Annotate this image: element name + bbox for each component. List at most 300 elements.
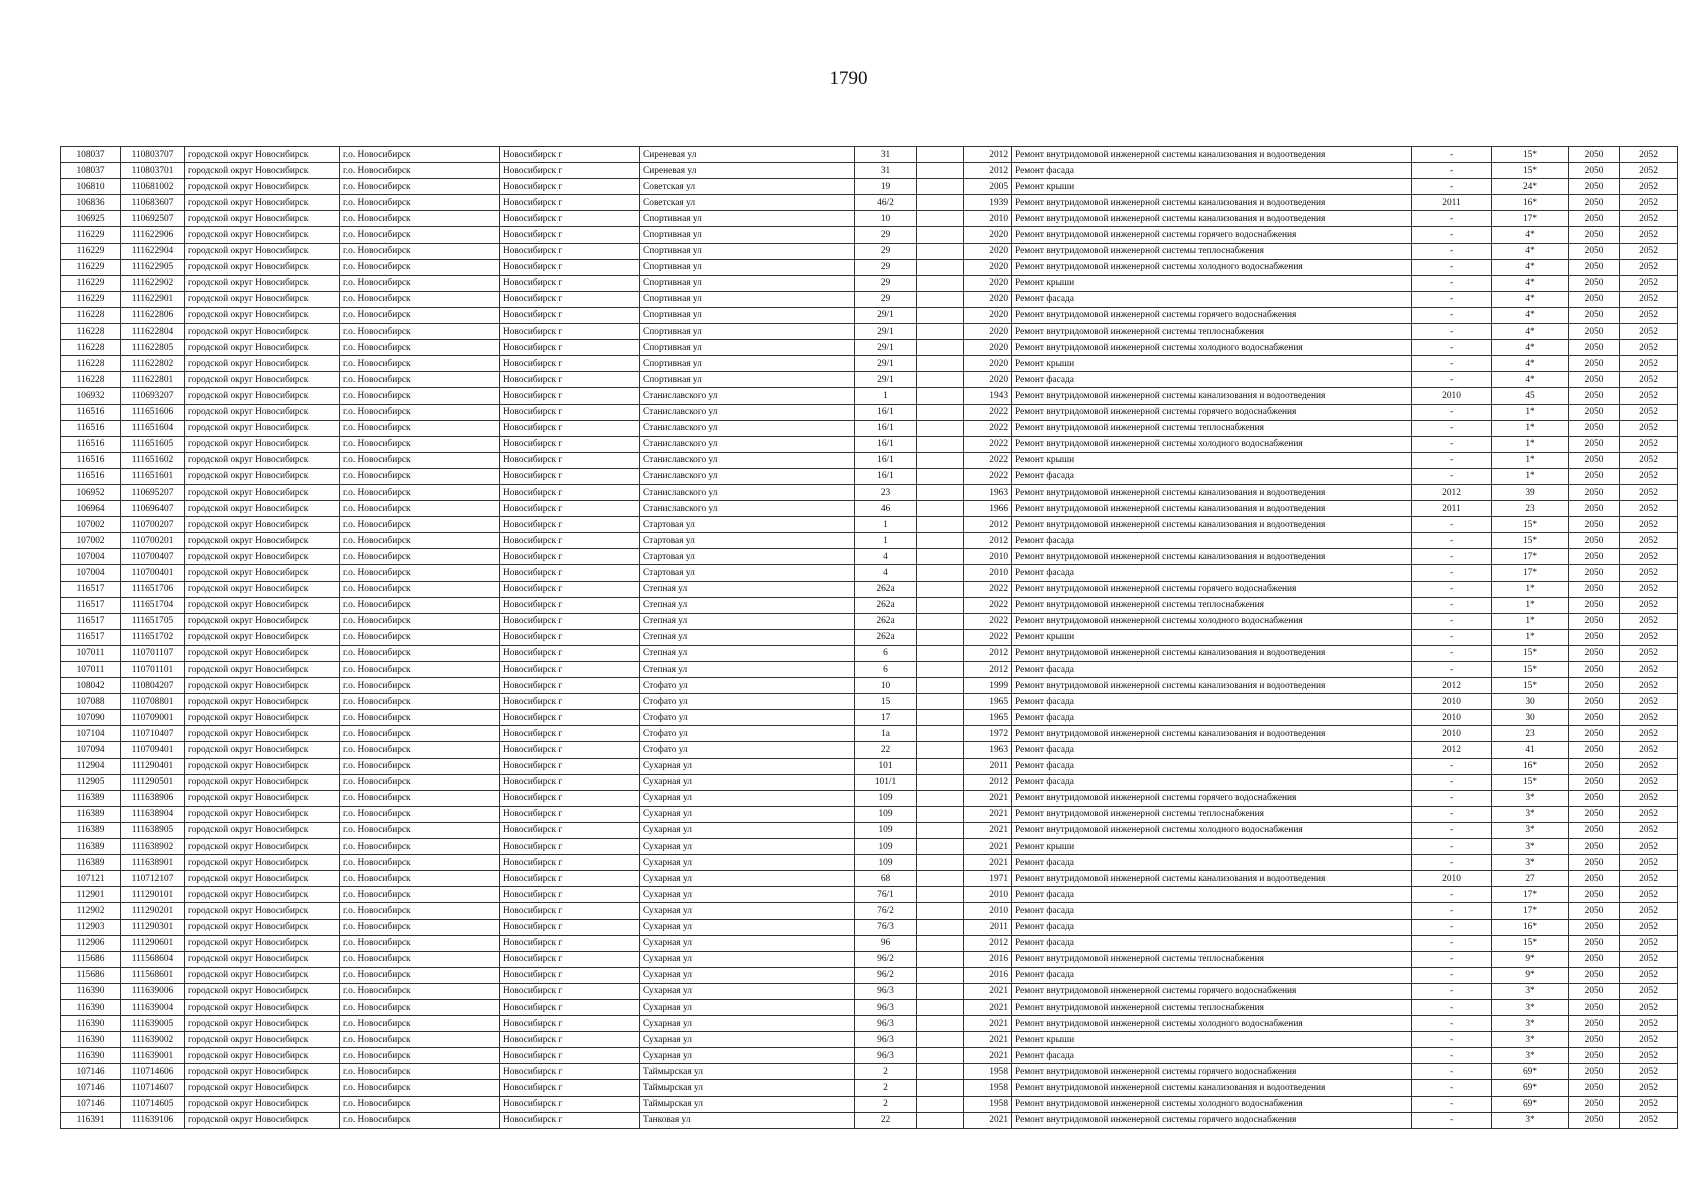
cell-plan_from: 2050 [1569,307,1620,323]
cell-year: 1963 [964,484,1012,500]
cell-blank [917,356,964,372]
cell-municipality: городской округ Новосибирск [185,999,340,1015]
cell-district: г.о. Новосибирск [340,951,500,967]
cell-settlement: Новосибирск г [500,501,640,517]
cell-plan_from: 2050 [1569,1016,1620,1032]
table-row [61,307,1678,323]
cell-work: Ремонт крыши [1012,629,1412,645]
cell-house: 16/1 [855,404,917,420]
cell-plan_from: 2050 [1569,1048,1620,1064]
cell-district: г.о. Новосибирск [340,919,500,935]
cell-year: 1958 [964,1064,1012,1080]
cell-plan_from: 2050 [1569,887,1620,903]
cell-house_id: 116229 [61,275,121,291]
table-row [61,903,1678,919]
cell-blank [917,1048,964,1064]
cell-work: Ремонт внутридомовой инженерной системы горячего водоснабжения [1012,307,1412,323]
cell-record_id: 111290501 [121,774,185,790]
cell-street: Сухарная ул [640,790,855,806]
cell-plan_from: 2050 [1569,340,1620,356]
cell-municipality: городской округ Новосибирск [185,613,340,629]
cell-last_repair: - [1412,436,1492,452]
cell-municipality: городской округ Новосибирск [185,726,340,742]
cell-record_id: 111651706 [121,581,185,597]
cell-blank [917,855,964,871]
cell-street: Степная ул [640,597,855,613]
cell-age: 1* [1492,613,1569,629]
cell-plan_from: 2050 [1569,774,1620,790]
cell-settlement: Новосибирск г [500,517,640,533]
table-row [61,291,1678,307]
cell-work: Ремонт внутридомовой инженерной системы теплоснабжения [1012,243,1412,259]
cell-house_id: 112906 [61,935,121,951]
cell-blank [917,903,964,919]
cell-plan_from: 2050 [1569,1096,1620,1112]
cell-municipality: городской округ Новосибирск [185,790,340,806]
cell-record_id: 111290201 [121,903,185,919]
cell-blank [917,259,964,275]
cell-year: 2020 [964,259,1012,275]
cell-work: Ремонт внутридомовой инженерной системы канализования и водоотведения [1012,195,1412,211]
cell-last_repair: - [1412,758,1492,774]
cell-last_repair: - [1412,163,1492,179]
cell-street: Степная ул [640,581,855,597]
cell-age: 45 [1492,388,1569,404]
cell-settlement: Новосибирск г [500,919,640,935]
cell-work: Ремонт внутридомовой инженерной системы канализования и водоотведения [1012,484,1412,500]
cell-municipality: городской округ Новосибирск [185,324,340,340]
cell-district: г.о. Новосибирск [340,243,500,259]
cell-age: 15* [1492,774,1569,790]
table-row [61,211,1678,227]
cell-year: 2022 [964,468,1012,484]
cell-street: Спортивная ул [640,275,855,291]
cell-settlement: Новосибирск г [500,662,640,678]
cell-age: 1* [1492,420,1569,436]
cell-settlement: Новосибирск г [500,951,640,967]
cell-last_repair: - [1412,517,1492,533]
cell-plan_from: 2050 [1569,967,1620,983]
cell-plan_to: 2052 [1620,388,1678,404]
cell-settlement: Новосибирск г [500,243,640,259]
cell-house: 262а [855,613,917,629]
cell-blank [917,452,964,468]
cell-house: 96/3 [855,1048,917,1064]
cell-house_id: 116517 [61,613,121,629]
cell-blank [917,758,964,774]
cell-house: 1а [855,726,917,742]
cell-blank [917,983,964,999]
cell-record_id: 111290301 [121,919,185,935]
cell-age: 9* [1492,951,1569,967]
cell-street: Сухарная ул [640,999,855,1015]
cell-street: Стофато ул [640,742,855,758]
cell-work: Ремонт внутридомовой инженерной системы канализования и водоотведения [1012,871,1412,887]
cell-plan_to: 2052 [1620,581,1678,597]
cell-age: 4* [1492,324,1569,340]
cell-district: г.о. Новосибирск [340,436,500,452]
cell-settlement: Новосибирск г [500,871,640,887]
cell-last_repair: - [1412,1032,1492,1048]
cell-record_id: 111639002 [121,1032,185,1048]
cell-municipality: городской округ Новосибирск [185,806,340,822]
cell-plan_from: 2050 [1569,549,1620,565]
table-row [61,871,1678,887]
cell-house: 96/3 [855,999,917,1015]
cell-house_id: 106952 [61,484,121,500]
cell-year: 2022 [964,581,1012,597]
cell-blank [917,1016,964,1032]
cell-house: 10 [855,211,917,227]
cell-blank [917,340,964,356]
cell-house_id: 112905 [61,774,121,790]
cell-work: Ремонт фасада [1012,919,1412,935]
cell-house: 262а [855,629,917,645]
cell-blank [917,999,964,1015]
cell-record_id: 111651605 [121,436,185,452]
cell-plan_to: 2052 [1620,227,1678,243]
cell-blank [917,871,964,887]
cell-house: 1 [855,517,917,533]
table-row [61,613,1678,629]
cell-settlement: Новосибирск г [500,549,640,565]
cell-plan_from: 2050 [1569,1080,1620,1096]
cell-settlement: Новосибирск г [500,999,640,1015]
cell-record_id: 111622802 [121,356,185,372]
cell-street: Спортивная ул [640,211,855,227]
cell-last_repair: - [1412,967,1492,983]
cell-district: г.о. Новосибирск [340,565,500,581]
cell-settlement: Новосибирск г [500,1112,640,1128]
cell-record_id: 110803707 [121,147,185,163]
cell-settlement: Новосибирск г [500,356,640,372]
cell-record_id: 110714605 [121,1096,185,1112]
cell-blank [917,790,964,806]
cell-municipality: городской округ Новосибирск [185,935,340,951]
cell-record_id: 111638905 [121,822,185,838]
cell-district: г.о. Новосибирск [340,839,500,855]
cell-municipality: городской округ Новосибирск [185,903,340,919]
cell-district: г.о. Новосибирск [340,484,500,500]
cell-work: Ремонт фасада [1012,372,1412,388]
cell-plan_from: 2050 [1569,291,1620,307]
table-row [61,420,1678,436]
cell-plan_from: 2050 [1569,983,1620,999]
cell-municipality: городской округ Новосибирск [185,1096,340,1112]
cell-district: г.о. Новосибирск [340,871,500,887]
table-row [61,1016,1678,1032]
cell-municipality: городской округ Новосибирск [185,452,340,468]
cell-year: 2012 [964,517,1012,533]
cell-settlement: Новосибирск г [500,822,640,838]
cell-year: 2020 [964,356,1012,372]
cell-district: г.о. Новосибирск [340,645,500,661]
cell-municipality: городской округ Новосибирск [185,243,340,259]
cell-age: 69* [1492,1064,1569,1080]
cell-house: 96 [855,935,917,951]
cell-street: Советская ул [640,179,855,195]
cell-house_id: 107004 [61,549,121,565]
cell-last_repair: - [1412,211,1492,227]
cell-last_repair: 2010 [1412,710,1492,726]
cell-settlement: Новосибирск г [500,710,640,726]
cell-street: Танковая ул [640,1112,855,1128]
cell-house_id: 112903 [61,919,121,935]
cell-district: г.о. Новосибирск [340,903,500,919]
cell-plan_to: 2052 [1620,324,1678,340]
cell-record_id: 111622801 [121,372,185,388]
cell-blank [917,468,964,484]
cell-plan_from: 2050 [1569,436,1620,452]
cell-year: 2012 [964,163,1012,179]
cell-year: 2021 [964,999,1012,1015]
cell-settlement: Новосибирск г [500,597,640,613]
cell-house: 1 [855,533,917,549]
cell-street: Советская ул [640,195,855,211]
cell-street: Станиславского ул [640,388,855,404]
cell-last_repair: - [1412,581,1492,597]
cell-blank [917,839,964,855]
cell-house: 29 [855,243,917,259]
cell-street: Станиславского ул [640,436,855,452]
cell-street: Сиреневая ул [640,163,855,179]
cell-district: г.о. Новосибирск [340,935,500,951]
cell-street: Стофато ул [640,694,855,710]
cell-year: 2021 [964,790,1012,806]
cell-plan_from: 2050 [1569,179,1620,195]
cell-plan_to: 2052 [1620,565,1678,581]
cell-year: 2010 [964,903,1012,919]
cell-street: Сухарная ул [640,887,855,903]
cell-record_id: 110693207 [121,388,185,404]
cell-street: Станиславского ул [640,420,855,436]
cell-plan_to: 2052 [1620,549,1678,565]
cell-plan_to: 2052 [1620,259,1678,275]
cell-age: 23 [1492,501,1569,517]
cell-municipality: городской округ Новосибирск [185,887,340,903]
cell-municipality: городской округ Новосибирск [185,645,340,661]
cell-year: 2021 [964,839,1012,855]
cell-district: г.о. Новосибирск [340,517,500,533]
cell-plan_to: 2052 [1620,484,1678,500]
table-row [61,533,1678,549]
cell-municipality: городской округ Новосибирск [185,307,340,323]
cell-record_id: 111622902 [121,275,185,291]
cell-age: 3* [1492,1112,1569,1128]
cell-settlement: Новосибирск г [500,887,640,903]
cell-last_repair: - [1412,468,1492,484]
cell-work: Ремонт внутридомовой инженерной системы канализования и водоотведения [1012,388,1412,404]
cell-last_repair: - [1412,275,1492,291]
cell-municipality: городской округ Новосибирск [185,774,340,790]
cell-district: г.о. Новосибирск [340,694,500,710]
cell-plan_from: 2050 [1569,195,1620,211]
cell-street: Сухарная ул [640,839,855,855]
cell-street: Спортивная ул [640,243,855,259]
cell-blank [917,275,964,291]
cell-plan_from: 2050 [1569,597,1620,613]
cell-last_repair: 2010 [1412,388,1492,404]
cell-plan_to: 2052 [1620,597,1678,613]
cell-work: Ремонт внутридомовой инженерной системы канализования и водоотведения [1012,501,1412,517]
cell-plan_to: 2052 [1620,903,1678,919]
cell-blank [917,372,964,388]
cell-house: 101 [855,758,917,774]
cell-district: г.о. Новосибирск [340,227,500,243]
cell-year: 2016 [964,967,1012,983]
cell-last_repair: - [1412,790,1492,806]
cell-street: Стартовая ул [640,565,855,581]
cell-plan_from: 2050 [1569,1064,1620,1080]
cell-plan_from: 2050 [1569,855,1620,871]
cell-settlement: Новосибирск г [500,1080,640,1096]
cell-record_id: 111290401 [121,758,185,774]
cell-house: 16/1 [855,420,917,436]
cell-last_repair: - [1412,147,1492,163]
cell-blank [917,951,964,967]
cell-blank [917,742,964,758]
table-row [61,436,1678,452]
cell-age: 3* [1492,806,1569,822]
cell-year: 2022 [964,436,1012,452]
cell-street: Таймырская ул [640,1096,855,1112]
cell-last_repair: - [1412,855,1492,871]
cell-age: 16* [1492,758,1569,774]
cell-record_id: 110714606 [121,1064,185,1080]
cell-settlement: Новосибирск г [500,581,640,597]
cell-municipality: городской округ Новосибирск [185,1112,340,1128]
cell-municipality: городской округ Новосибирск [185,967,340,983]
cell-work: Ремонт внутридомовой инженерной системы теплоснабжения [1012,806,1412,822]
cell-work: Ремонт фасада [1012,694,1412,710]
cell-house_id: 108037 [61,147,121,163]
table-row [61,195,1678,211]
cell-age: 24* [1492,179,1569,195]
table-row [61,806,1678,822]
cell-plan_to: 2052 [1620,436,1678,452]
cell-house: 96/3 [855,983,917,999]
cell-district: г.о. Новосибирск [340,420,500,436]
cell-municipality: городской округ Новосибирск [185,1032,340,1048]
cell-work: Ремонт крыши [1012,1032,1412,1048]
cell-year: 1963 [964,742,1012,758]
cell-record_id: 110712107 [121,871,185,887]
cell-year: 2022 [964,452,1012,468]
cell-blank [917,1032,964,1048]
cell-year: 2012 [964,774,1012,790]
cell-plan_from: 2050 [1569,275,1620,291]
cell-age: 3* [1492,855,1569,871]
cell-blank [917,887,964,903]
cell-district: г.о. Новосибирск [340,742,500,758]
cell-plan_from: 2050 [1569,645,1620,661]
cell-house: 29 [855,291,917,307]
cell-house: 109 [855,855,917,871]
cell-record_id: 111639005 [121,1016,185,1032]
cell-plan_to: 2052 [1620,774,1678,790]
table-row [61,855,1678,871]
cell-record_id: 110710407 [121,726,185,742]
cell-municipality: городской округ Новосибирск [185,983,340,999]
cell-last_repair: 2012 [1412,484,1492,500]
cell-last_repair: - [1412,340,1492,356]
cell-year: 2022 [964,420,1012,436]
cell-last_repair: - [1412,291,1492,307]
cell-record_id: 110709401 [121,742,185,758]
cell-work: Ремонт внутридомовой инженерной системы канализования и водоотведения [1012,211,1412,227]
cell-blank [917,243,964,259]
cell-house: 29/1 [855,372,917,388]
cell-municipality: городской округ Новосибирск [185,871,340,887]
cell-last_repair: - [1412,629,1492,645]
cell-settlement: Новосибирск г [500,678,640,694]
cell-street: Стартовая ул [640,533,855,549]
cell-work: Ремонт внутридомовой инженерной системы холодного водоснабжения [1012,1016,1412,1032]
cell-plan_to: 2052 [1620,275,1678,291]
cell-house: 46 [855,501,917,517]
cell-house_id: 116389 [61,822,121,838]
cell-settlement: Новосибирск г [500,935,640,951]
cell-house_id: 116390 [61,1016,121,1032]
cell-house_id: 116228 [61,307,121,323]
cell-district: г.о. Новосибирск [340,774,500,790]
cell-blank [917,517,964,533]
cell-street: Сухарная ул [640,983,855,999]
cell-record_id: 111639006 [121,983,185,999]
cell-street: Сухарная ул [640,774,855,790]
cell-work: Ремонт внутридомовой инженерной системы горячего водоснабжения [1012,581,1412,597]
cell-year: 1965 [964,694,1012,710]
cell-record_id: 110803701 [121,163,185,179]
cell-street: Степная ул [640,645,855,661]
cell-blank [917,1112,964,1128]
cell-house_id: 116517 [61,629,121,645]
cell-house_id: 116389 [61,790,121,806]
cell-municipality: городской округ Новосибирск [185,919,340,935]
cell-street: Таймырская ул [640,1080,855,1096]
cell-district: г.о. Новосибирск [340,806,500,822]
cell-year: 2012 [964,533,1012,549]
cell-plan_to: 2052 [1620,147,1678,163]
cell-plan_to: 2052 [1620,726,1678,742]
cell-plan_to: 2052 [1620,501,1678,517]
cell-blank [917,919,964,935]
cell-record_id: 110692507 [121,211,185,227]
cell-age: 15* [1492,662,1569,678]
cell-plan_from: 2050 [1569,1032,1620,1048]
cell-year: 2012 [964,147,1012,163]
cell-plan_to: 2052 [1620,195,1678,211]
cell-record_id: 110708801 [121,694,185,710]
cell-work: Ремонт крыши [1012,179,1412,195]
cell-plan_from: 2050 [1569,1112,1620,1128]
cell-work: Ремонт фасада [1012,468,1412,484]
cell-year: 2022 [964,629,1012,645]
cell-house: 96/2 [855,951,917,967]
cell-record_id: 111622806 [121,307,185,323]
cell-work: Ремонт внутридомовой инженерной системы канализования и водоотведения [1012,726,1412,742]
cell-year: 2021 [964,822,1012,838]
cell-record_id: 111651705 [121,613,185,629]
cell-plan_from: 2050 [1569,581,1620,597]
cell-street: Сухарная ул [640,806,855,822]
cell-house: 76/1 [855,887,917,903]
cell-age: 1* [1492,436,1569,452]
table-row [61,147,1678,163]
cell-plan_from: 2050 [1569,694,1620,710]
cell-street: Станиславского ул [640,484,855,500]
cell-last_repair: - [1412,372,1492,388]
